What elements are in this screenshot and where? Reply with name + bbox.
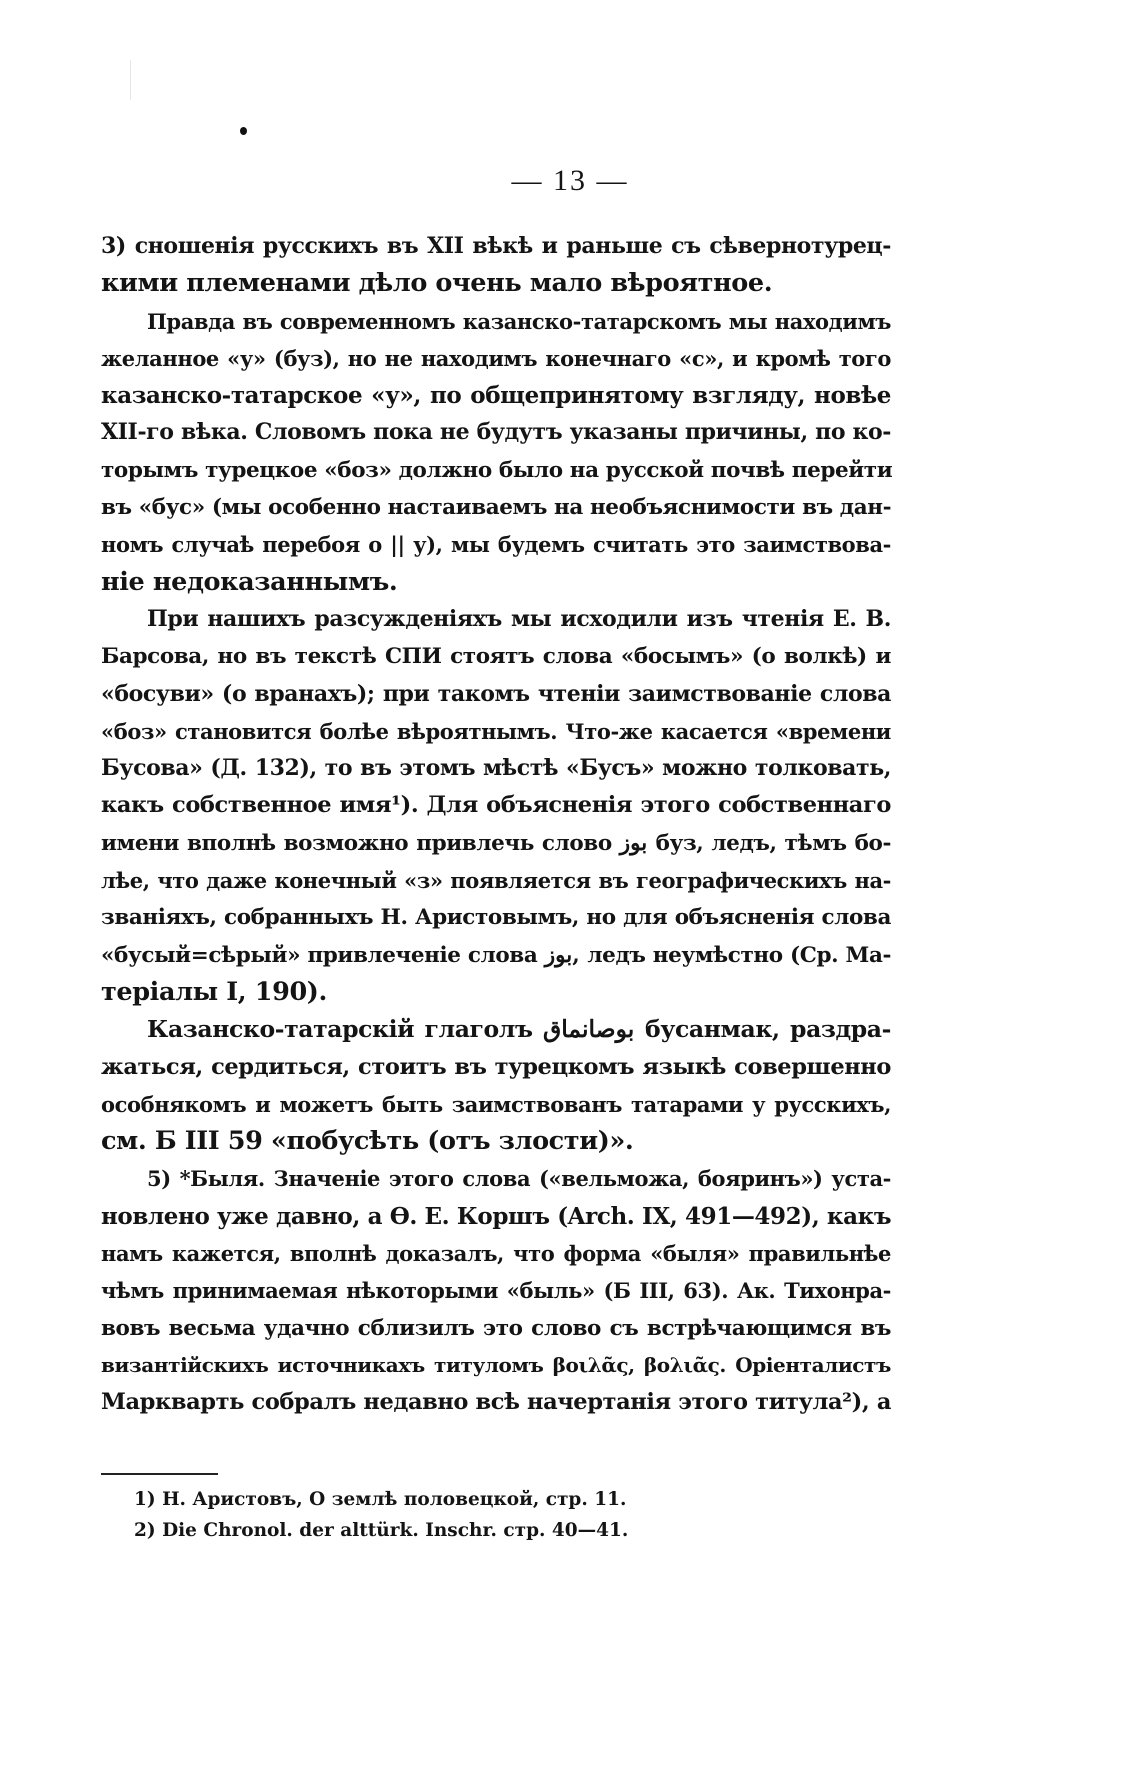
text-line: кими племенами дѣло очень мало вѣроятное.: [101, 268, 773, 299]
text-line: византійскихъ источникахъ титуломъ βοιλᾶς, βολιᾶς. Оріенталистъ: [101, 1352, 891, 1377]
text-line: см. Б III 59 «побусѣть (отъ злости)».: [101, 1126, 634, 1157]
text-line: ніе недоказаннымъ.: [101, 566, 398, 597]
text-line: особнякомъ и можетъ быть заимствованъ татарами у русскихъ,: [101, 1091, 891, 1117]
page-number: — 13 —: [511, 164, 629, 197]
text-line: званіяхъ, собранныхъ Н. Аристовымъ, но для объясненія слова: [101, 905, 891, 931]
text-line: номъ случаѣ перебоя о || у), мы будемъ считать это заимствова-: [101, 532, 891, 558]
text-line: лѣе, что даже конечный «з» появляется въ географическихъ на-: [101, 868, 891, 894]
text-line: При нашихъ разсужденіяхъ мы исходили изъ чтенія Е. В.: [147, 605, 891, 632]
footnote-rule: [101, 1473, 218, 1475]
text-line: вовъ весьма удачно сблизилъ это слово съ встрѣчающимся въ: [101, 1315, 891, 1341]
text-line: какъ собственное имя¹). Для объясненія этого собственнаго: [101, 792, 891, 819]
text-line: Правда въ современномъ казанско-татарскомъ мы находимъ: [147, 308, 891, 334]
paper-mark: [130, 60, 131, 100]
text-line: теріалы I, 190).: [101, 976, 327, 1007]
text-line: «босуви» (о вранахъ); при такомъ чтеніи заимствованіе слова: [101, 680, 891, 707]
text-line: Маркварть собралъ недавно всѣ начертанія этого титула²), а: [101, 1389, 891, 1416]
footnotes: [134, 1484, 894, 1546]
text-line: въ «бус» (мы особенно настаиваемъ на необъяснимости въ дан-: [101, 495, 892, 521]
text-line: Барсова, но въ текстѣ СПИ стоятъ слова «босымъ» (о волкѣ) и: [101, 644, 891, 670]
text-line: «боз» становится болѣе вѣроятнымъ. Что-же касается «времени: [101, 718, 891, 744]
text-line: «бусый=сѣрый» привлеченіе слова بوز, ледъ неумѣстно (Ср. Ма-: [101, 942, 892, 968]
footnote-1: 1) Н. Аристовъ, О землѣ половецкой, стр. 11.: [134, 1489, 627, 1510]
text-line: 3) сношенія русскихъ въ XII вѣкѣ и раньше съ сѣвернотурец-: [101, 233, 891, 259]
footnote-2: 2) Die Chronol. der alttürk. Inschr. стр. 40—41.: [134, 1520, 629, 1541]
text-line: 5) *Быля. Значеніе этого слова («вельможа, бояринъ») уста-: [147, 1166, 891, 1192]
text-line: XII-го вѣка. Словомъ пока не будутъ указаны причины, по ко-: [101, 419, 891, 446]
text-line: намъ кажется, вполнѣ доказалъ, что форма «быля» правильнѣе: [101, 1241, 891, 1267]
text-line: имени вполнѣ возможно привлечь слово بوز буз, ледъ, тѣмъ бо-: [101, 830, 891, 856]
text-line: казанско-татарское «у», по общепринятому взгляду, новѣе: [101, 382, 891, 410]
text-line: Казанско-татарскій глаголъ بوصانماق бусанмак, раздра-: [147, 1015, 891, 1044]
text-line: жаться, сердиться, стоитъ въ турецкомъ языкѣ совершенно: [101, 1053, 891, 1080]
ink-speck: [240, 127, 247, 135]
text-line: чѣмъ принимаемая нѣкоторыми «быль» (Б III, 63). Ак. Тихонра-: [101, 1278, 891, 1304]
text-line: желанное «у» (буз), но не находимъ конечнаго «с», и кромѣ того: [101, 345, 891, 371]
text-line: Бусова» (Д. 132), то въ этомъ мѣстѣ «Бусъ» можно толковать,: [101, 755, 891, 782]
body-text: [101, 228, 891, 1422]
text-line: новлено уже давно, а Ѳ. Е. Коршъ (Arch. IX, 491—492), какъ: [101, 1202, 892, 1230]
text-line: торымъ турецкое «боз» должно было на русской почвѣ перейти: [101, 457, 893, 483]
